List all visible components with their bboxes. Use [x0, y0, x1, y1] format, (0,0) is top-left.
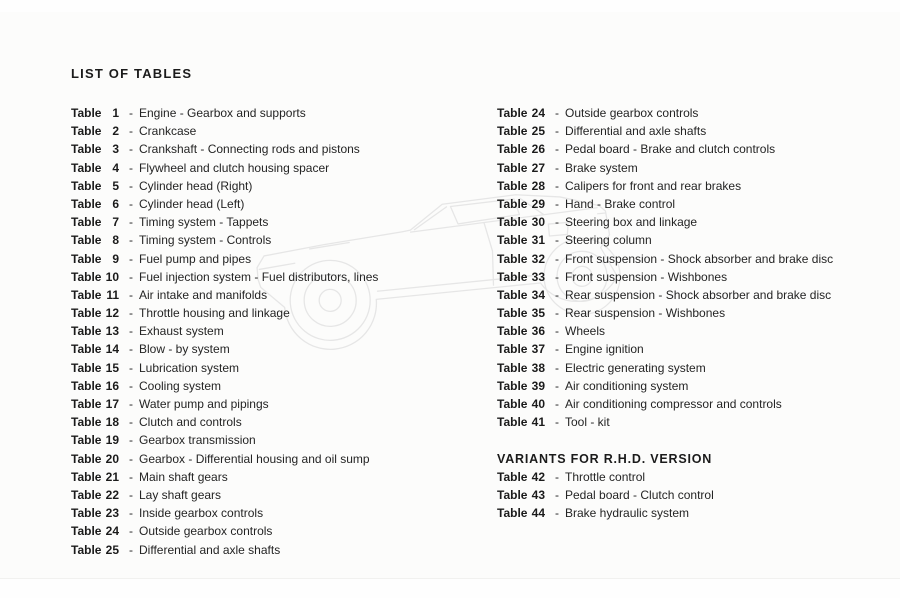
table-row-label: Table	[497, 269, 528, 284]
table-row-description: Outside gearbox controls	[139, 524, 273, 539]
table-row-description: Cylinder head (Left)	[139, 196, 245, 211]
table-row-label: Table	[497, 196, 528, 211]
table-row-separator: -	[129, 487, 133, 502]
table-row-separator: -	[555, 142, 559, 157]
table-row-number: 17	[105, 397, 119, 411]
table-row-number: 23	[105, 506, 119, 521]
table-row-description: Tool - kit	[565, 415, 610, 430]
table-row-description: Front suspension - Shock absorber and brake disc	[565, 251, 834, 266]
table-row-number: 3	[112, 142, 119, 157]
table-row	[497, 122, 833, 140]
table-row-label: Table	[71, 251, 102, 266]
table-row	[497, 104, 833, 122]
table-row-separator: -	[555, 106, 559, 120]
table-row-description: Throttle housing and linkage	[139, 306, 290, 321]
table-row	[497, 486, 833, 504]
table-row-description: Water pump and pipings	[139, 397, 269, 411]
table-row-label: Table	[497, 397, 528, 411]
table-row-number: 1	[112, 106, 119, 120]
table-row-number: 43	[531, 487, 545, 502]
table-row-separator: -	[555, 487, 559, 502]
table-row-label: Table	[497, 215, 528, 230]
table-row	[71, 250, 378, 268]
table-row-number: 8	[112, 233, 119, 248]
table-row-label: Table	[497, 378, 528, 393]
table-row	[71, 395, 378, 413]
table-row	[497, 395, 833, 413]
table-row-description: Pedal board - Clutch control	[565, 487, 714, 502]
table-row	[71, 541, 378, 559]
table-row	[71, 340, 378, 358]
table-row-label: Table	[497, 360, 528, 375]
table-row-separator: -	[555, 415, 559, 430]
table-row-separator: -	[129, 397, 133, 411]
table-row-label: Table	[71, 360, 102, 375]
table-row-description: Front suspension - Wishbones	[565, 269, 728, 284]
table-row-description: Main shaft gears	[139, 469, 228, 484]
table-row-label: Table	[71, 506, 102, 521]
table-row-number: 25	[105, 542, 119, 557]
table-row-separator: -	[129, 433, 133, 448]
table-row-number: 32	[531, 251, 545, 266]
table-row	[497, 340, 833, 358]
table-row-label: Table	[497, 469, 528, 484]
table-row-number: 44	[531, 506, 545, 521]
table-row-description: Air conditioning compressor and controls	[565, 397, 782, 411]
table-row	[497, 159, 833, 177]
table-row-number: 36	[531, 324, 545, 339]
table-row-separator: -	[129, 233, 133, 248]
table-row-label: Table	[497, 306, 528, 321]
table-row	[497, 231, 833, 249]
table-row	[71, 468, 378, 486]
table-row-description: Throttle control	[565, 469, 646, 484]
table-row-number: 19	[105, 433, 119, 448]
table-row-separator: -	[555, 233, 559, 248]
table-row	[71, 504, 378, 522]
table-row	[497, 468, 833, 486]
table-row-separator: -	[129, 215, 133, 230]
table-row-number: 18	[105, 415, 119, 430]
table-row	[71, 304, 378, 322]
table-row	[497, 286, 833, 304]
table-row-label: Table	[497, 342, 528, 357]
table-row-separator: -	[129, 469, 133, 484]
table-row-description: Hand - Brake control	[565, 196, 676, 211]
table-row-description: Gearbox transmission	[139, 433, 256, 448]
table-row-number: 5	[112, 178, 119, 193]
table-row-label: Table	[71, 106, 102, 120]
table-row-number: 28	[531, 178, 545, 193]
section-spacer	[497, 431, 833, 449]
table-row-separator: -	[555, 160, 559, 175]
table-row-label: Table	[71, 378, 102, 393]
table-row-number: 7	[112, 215, 119, 230]
table-row	[71, 486, 378, 504]
table-row-label: Table	[497, 251, 528, 266]
table-row-description: Calipers for front and rear brakes	[565, 178, 742, 193]
table-row	[71, 377, 378, 395]
table-row-label: Table	[71, 415, 102, 430]
table-row	[497, 322, 833, 340]
table-row-label: Table	[497, 287, 528, 302]
table-row-separator: -	[129, 542, 133, 557]
table-row-label: Table	[497, 487, 528, 502]
variants-heading: VARIANTS FOR R.H.D. VERSION	[497, 451, 713, 466]
table-row-separator: -	[555, 124, 559, 139]
table-row-number: 2	[112, 124, 119, 139]
variants-tables-list	[497, 468, 833, 523]
table-row-number: 13	[105, 324, 119, 339]
table-row	[71, 231, 378, 249]
table-row	[497, 140, 833, 158]
table-row-separator: -	[555, 287, 559, 302]
table-row-number: 29	[531, 196, 545, 211]
table-row-separator: -	[555, 397, 559, 411]
table-row-description: Crankcase	[139, 124, 197, 139]
table-row-description: Gearbox - Differential housing and oil sump	[139, 451, 370, 466]
table-row	[497, 250, 833, 268]
table-row-label: Table	[497, 233, 528, 248]
table-row-description: Clutch and controls	[139, 415, 242, 430]
table-row	[497, 304, 833, 322]
table-row-number: 10	[105, 269, 119, 284]
table-row-description: Crankshaft - Connecting rods and pistons	[139, 142, 360, 157]
table-row-number: 42	[531, 469, 545, 484]
table-row-description: Differential and axle shafts	[139, 542, 281, 557]
table-row-number: 34	[531, 287, 545, 302]
table-row-description: Lubrication system	[139, 360, 240, 375]
table-row-description: Timing system - Tappets	[139, 215, 269, 230]
table-row-description: Flywheel and clutch housing spacer	[139, 160, 330, 175]
table-row-label: Table	[497, 124, 528, 139]
table-row	[497, 359, 833, 377]
table-row	[497, 177, 833, 195]
table-row-number: 33	[531, 269, 545, 284]
table-row-description: Blow - by system	[139, 342, 230, 357]
table-row-description: Wheels	[565, 324, 606, 339]
table-row	[71, 140, 378, 158]
table-row-label: Table	[71, 524, 102, 539]
table-row-separator: -	[555, 378, 559, 393]
table-row-number: 12	[105, 306, 119, 321]
table-row-description: Electric generating system	[565, 360, 706, 375]
table-row-description: Timing system - Controls	[139, 233, 272, 248]
table-row-description: Cylinder head (Right)	[139, 178, 253, 193]
table-row-number: 25	[531, 124, 545, 139]
table-row-number: 11	[106, 287, 119, 302]
table-row-description: Exhaust system	[139, 324, 224, 339]
table-row-separator: -	[555, 178, 559, 193]
table-row-label: Table	[497, 178, 528, 193]
table-row-description: Inside gearbox controls	[139, 506, 264, 521]
table-row-label: Table	[71, 124, 102, 139]
table-row-number: 24	[531, 106, 545, 120]
table-row-description: Air intake and manifolds	[139, 287, 268, 302]
table-row-label: Table	[71, 269, 102, 284]
table-row-separator: -	[555, 324, 559, 339]
table-row-description: Fuel injection system - Fuel distributors, lines	[139, 269, 379, 284]
table-row-separator: -	[129, 287, 133, 302]
table-row-label: Table	[71, 178, 102, 193]
table-row-number: 37	[531, 342, 545, 357]
table-row-separator: -	[129, 160, 133, 175]
table-row-label: Table	[71, 397, 102, 411]
table-row-number: 30	[531, 215, 545, 230]
table-row-label: Table	[497, 324, 528, 339]
table-row-separator: -	[555, 360, 559, 375]
table-row-separator: -	[129, 342, 133, 357]
table-row-separator: -	[129, 142, 133, 157]
table-row-separator: -	[555, 269, 559, 284]
table-row-number: 41	[531, 415, 545, 430]
table-row-description: Cooling system	[139, 378, 222, 393]
table-row-number: 40	[531, 397, 545, 411]
table-row	[71, 413, 378, 431]
table-row	[71, 213, 378, 231]
table-row-number: 14	[105, 342, 119, 357]
table-row-number: 35	[531, 306, 545, 321]
table-row	[497, 413, 833, 431]
table-row-number: 4	[112, 160, 119, 175]
table-row-description: Rear suspension - Wishbones	[565, 306, 726, 321]
table-row-separator: -	[129, 451, 133, 466]
table-row-number: 21	[105, 469, 119, 484]
table-row-number: 31	[531, 233, 545, 248]
table-row-separator: -	[129, 324, 133, 339]
table-row	[71, 431, 378, 449]
table-row	[71, 195, 378, 213]
table-row-label: Table	[71, 196, 102, 211]
table-row-description: Air conditioning system	[565, 378, 689, 393]
table-row-description: Differential and axle shafts	[565, 124, 707, 139]
right-column	[497, 104, 833, 522]
table-row-label: Table	[71, 487, 102, 502]
table-row-number: 16	[105, 378, 119, 393]
table-row-separator: -	[129, 524, 133, 539]
table-row	[71, 177, 378, 195]
table-row-separator: -	[129, 178, 133, 193]
table-row-description: Rear suspension - Shock absorber and brake disc	[565, 287, 832, 302]
table-row-label: Table	[71, 542, 102, 557]
table-row-number: 24	[105, 524, 119, 539]
table-row-separator: -	[555, 469, 559, 484]
table-row-label: Table	[497, 160, 528, 175]
table-row-description: Steering box and linkage	[565, 215, 698, 230]
table-row-separator: -	[555, 506, 559, 521]
table-row-label: Table	[71, 233, 102, 248]
table-row-separator: -	[555, 215, 559, 230]
table-row-label: Table	[71, 287, 102, 302]
table-row-label: Table	[71, 142, 102, 157]
table-row-number: 26	[531, 142, 545, 157]
table-row-number: 27	[531, 160, 545, 175]
table-row	[71, 322, 378, 340]
table-row-label: Table	[497, 142, 528, 157]
table-row	[497, 268, 833, 286]
table-row-label: Table	[71, 451, 102, 466]
table-row-number: 39	[531, 378, 545, 393]
table-row-separator: -	[555, 251, 559, 266]
table-row-separator: -	[129, 124, 133, 139]
table-row-number: 38	[531, 360, 545, 375]
table-row-label: Table	[71, 215, 102, 230]
table-row	[497, 213, 833, 231]
table-row-separator: -	[129, 196, 133, 211]
table-row-description: Lay shaft gears	[139, 487, 222, 502]
table-row-number: 6	[112, 196, 119, 211]
table-row-label: Table	[71, 160, 102, 175]
table-row-description: Brake system	[565, 160, 638, 175]
table-row	[497, 195, 833, 213]
table-row-description: Engine ignition	[565, 342, 644, 357]
table-row-separator: -	[129, 106, 133, 120]
table-row	[71, 522, 378, 540]
table-row-separator: -	[129, 415, 133, 430]
tables-list-left	[71, 104, 378, 559]
table-row-separator: -	[555, 196, 559, 211]
table-row-description: Fuel pump and pipes	[139, 251, 252, 266]
table-row	[71, 450, 378, 468]
table-row-number: 22	[105, 487, 119, 502]
table-row-description: Steering column	[565, 233, 652, 248]
table-row-label: Table	[497, 106, 528, 120]
table-row	[71, 268, 378, 286]
table-row	[71, 359, 378, 377]
table-row-separator: -	[129, 251, 133, 266]
table-row	[497, 377, 833, 395]
table-row	[497, 504, 833, 522]
table-row-separator: -	[555, 306, 559, 321]
table-row-separator: -	[129, 306, 133, 321]
table-row-separator: -	[129, 269, 133, 284]
table-row-separator: -	[555, 342, 559, 357]
table-row-label: Table	[71, 469, 102, 484]
table-row-label: Table	[71, 342, 102, 357]
table-row-description: Engine - Gearbox and supports	[139, 106, 306, 120]
table-row-number: 20	[105, 451, 119, 466]
table-row-separator: -	[129, 506, 133, 521]
table-row-number: 9	[112, 251, 119, 266]
table-row-separator: -	[129, 360, 133, 375]
table-row-separator: -	[129, 378, 133, 393]
table-row-description: Outside gearbox controls	[565, 106, 699, 120]
table-row-label: Table	[71, 324, 102, 339]
table-row-description: Brake hydraulic system	[565, 506, 690, 521]
table-row-label: Table	[497, 506, 528, 521]
table-row	[71, 122, 378, 140]
page-title: LIST OF TABLES	[71, 66, 193, 81]
table-row-label: Table	[71, 433, 102, 448]
table-row-number: 15	[105, 360, 119, 375]
tables-list-right	[497, 104, 833, 431]
table-row-label: Table	[71, 306, 102, 321]
table-row	[71, 104, 378, 122]
table-row-description: Pedal board - Brake and clutch controls	[565, 142, 776, 157]
table-row	[71, 159, 378, 177]
table-row-label: Table	[497, 415, 528, 430]
table-row	[71, 286, 378, 304]
